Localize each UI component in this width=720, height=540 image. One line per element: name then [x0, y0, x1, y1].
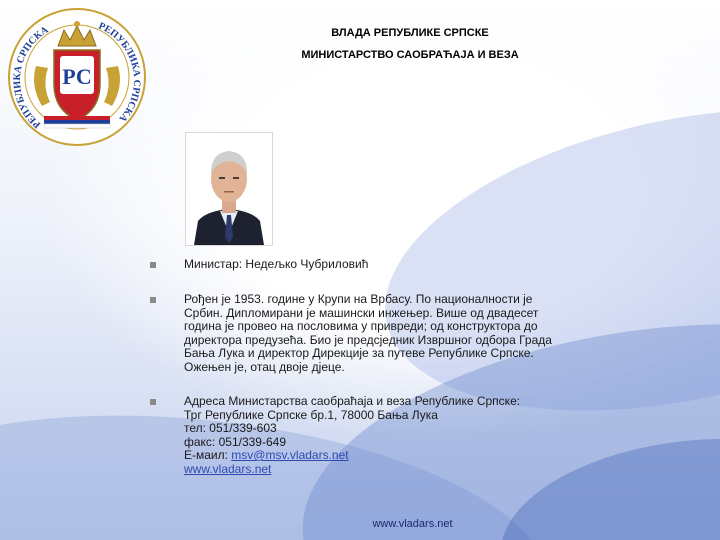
- email-line: [184, 449, 624, 463]
- bio-line: година је провео на пословима у привреди; од конструктора до: [184, 319, 538, 333]
- email-link[interactable]: msv@msv.vladars.net: [231, 448, 349, 462]
- bullet-marker: [150, 297, 156, 303]
- website-link[interactable]: www.vladars.net: [184, 461, 272, 476]
- fax-line: факс: 051/339-649: [184, 434, 286, 449]
- minister-name: Министар: Недељко Чубриловић: [184, 257, 369, 271]
- emblem-text-left: РЕПУБЛИКА СРПСКА: [11, 24, 51, 131]
- minister-portrait: [185, 132, 273, 246]
- email-prefix: Е-маил:: [184, 448, 232, 462]
- address-line: Адреса Министарства саобраћаја и веза Републике Српске:: [184, 394, 521, 408]
- bio-line: Ожењен је, отац двоје дјеце.: [184, 359, 345, 374]
- emblem-text-right: РЕПУБЛИКА СРПСКА: [96, 20, 143, 124]
- phone-line: тел: 051/339-603: [184, 421, 277, 435]
- header-ministry: МИНИСТАРСТВО САОБРАЋАЈА И ВЕЗА: [301, 49, 519, 61]
- bio-line: директора предузећа. Био је предсједник Извршног одбора Града: [184, 332, 552, 347]
- coat-of-arms-icon: [6, 6, 148, 148]
- address-line: Трг Републике Српске бр.1, 78000 Бања Лука: [184, 407, 438, 422]
- bullet-marker: [150, 399, 156, 405]
- footer-url[interactable]: www.vladars.net: [372, 518, 453, 530]
- bullet-marker: [150, 262, 156, 268]
- bio-line: Рођен је 1953. године у Крупи на Врбасу. По националности је: [184, 292, 533, 306]
- emblem-monogram: РС: [62, 64, 92, 89]
- header-government: ВЛАДА РЕПУБЛИКЕ СРПСКЕ: [331, 27, 489, 39]
- bio-line: Бања Лука и директор Дирекције за путеве Републике Српске.: [184, 346, 534, 360]
- bio-line: Србин. Дипломирани је машински инжењер. Више од двадесет: [184, 305, 539, 320]
- slide-header: [230, 22, 590, 66]
